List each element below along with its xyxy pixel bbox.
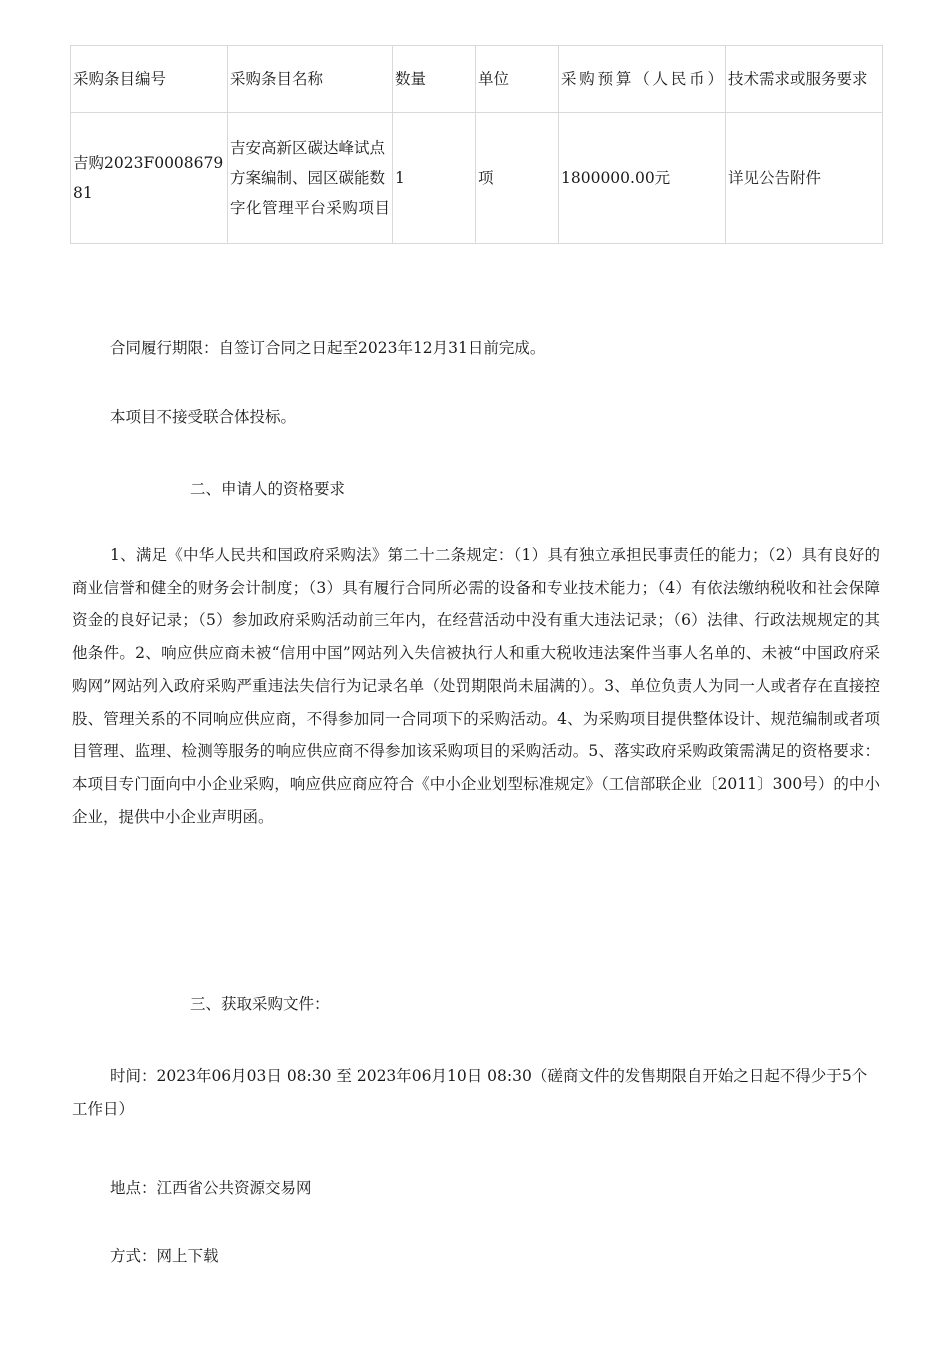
acquisition-time-text: 时间：2023年06月03日 08:30 至 2023年06月10日 08:30（磋商文件的发售期限自开始之日起不得少于5个工作日） xyxy=(72,1067,868,1118)
acquisition-location-text: 地点：江西省公共资源交易网 xyxy=(110,1179,312,1197)
cell-item-name: 吉安高新区碳达峰试点方案编制、园区碳能数字化管理平台采购项目 xyxy=(228,113,393,244)
section2-body: 1、满足《中华人民共和国政府采购法》第二十二条规定：（1）具有独立承担民事责任的能力；（2）具有良好的商业信誉和健全的财务会计制度；（3）具有履行合同所必需的设备和专业技术能力；（4）有依法缴纳税收和社会保障资金的良好记录；（5）参加政府采购活动前三年内，在经营活动中没有重大违法记录；（6）法律、行政法规规定的其他条件。2、响应供应商未被“信用中国”网站列入失信被执行人和重大税收违法案件当事人名单的、未被“中国政府采购网”网站列入政府采购严重违法失信行为记录名单（处罚期限尚未届满的）。3、单位负责人为同一人或者存在直接控股、管理关系的不同响应供应商，不得参加同一合同项下的采购活动。4、为采购项目提供整体设计、规范编制或者项目管理、监理、检测等服务的响应供应商不得参加该采购项目的采购活动。5、落实政府采购政策需满足的资格要求：本项目专门面向中小企业采购，响应供应商应符合《中小企业划型标准规定》（工信部联企业〔2011〕300号）的中小企业，提供中小企业声明函。 xyxy=(72,546,880,826)
acquisition-method-text: 方式：网上下载 xyxy=(110,1247,219,1265)
section3-title: 三、获取采购文件： xyxy=(190,995,330,1013)
header-item-name: 采购条目名称 xyxy=(228,46,393,113)
cell-budget: 1800000.00元 xyxy=(559,113,726,244)
header-item-no: 采购条目编号 xyxy=(71,46,228,113)
header-budget: 采购预算（人民币） xyxy=(559,46,726,113)
cell-unit: 项 xyxy=(476,113,559,244)
cell-item-no: 吉购2023F000867981 xyxy=(71,113,228,244)
cell-quantity: 1 xyxy=(393,113,476,244)
table-row xyxy=(71,113,883,244)
section2-title: 二、申请人的资格要求 xyxy=(190,480,346,498)
header-unit: 单位 xyxy=(476,46,559,113)
table-header-row xyxy=(71,46,883,113)
header-requirement: 技术需求或服务要求 xyxy=(726,46,883,113)
consortium-text: 本项目不接受联合体投标。 xyxy=(110,408,297,426)
cell-requirement: 详见公告附件 xyxy=(726,113,883,244)
contract-period-text: 合同履行期限：自签订合同之日起至2023年12月31日前完成。 xyxy=(110,339,546,357)
header-quantity: 数量 xyxy=(393,46,476,113)
procurement-table xyxy=(70,45,883,244)
